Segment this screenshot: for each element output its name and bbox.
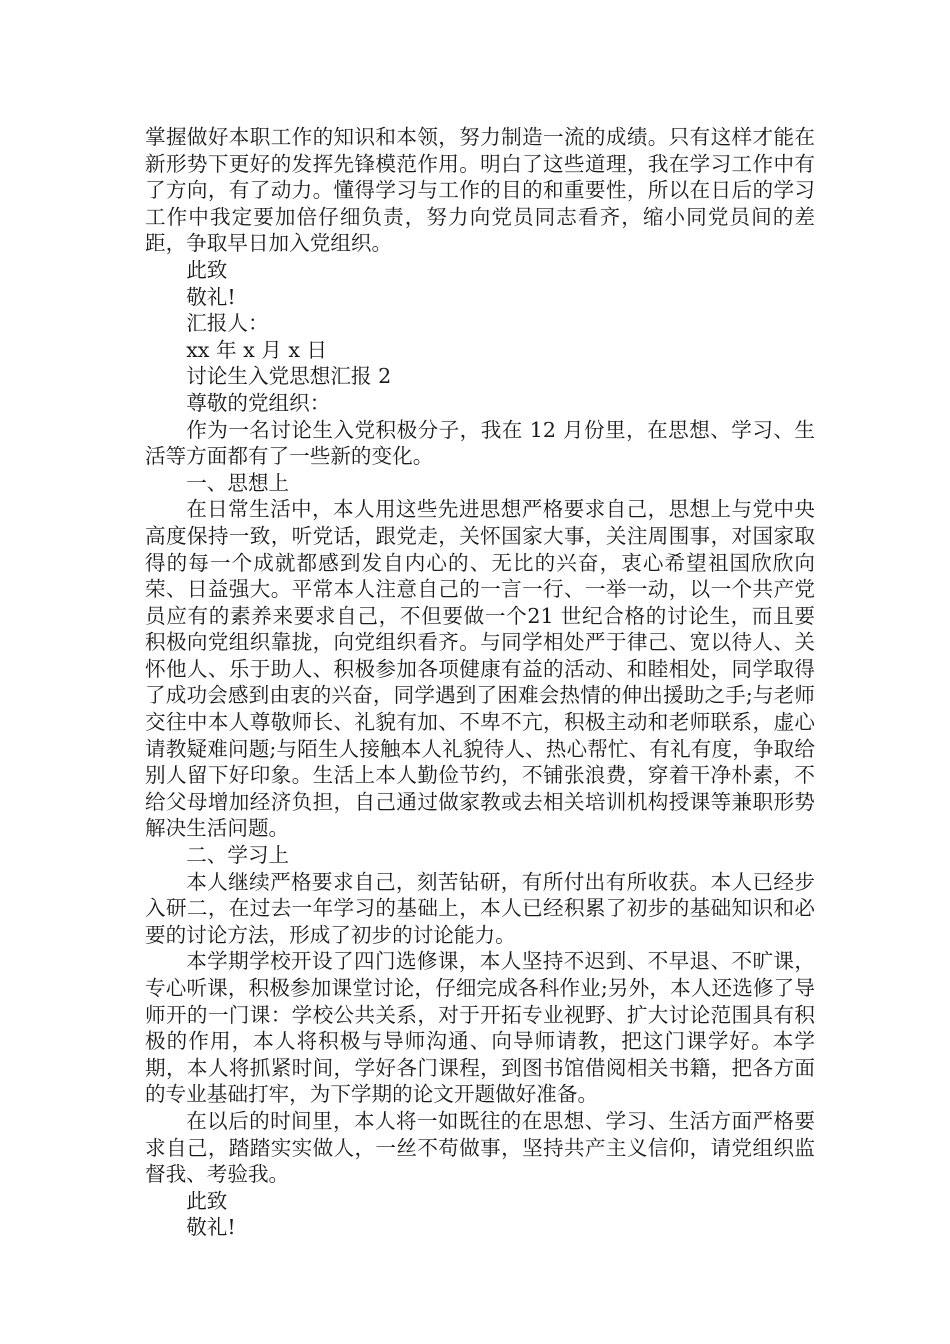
paragraph-thought: 在日常生活中，本人用这些先进思想严格要求自己，思想上与党中央高度保持一致，听党话，跟党走，关怀国家大事，关注周围事，对国家取得的每一个成就都感到发自内心的、无比的兴奋，衷心希望祖国欣欣向荣、日益强大。平常本人注意自己的一言一行、一举一动，以一个共产党员应有的素养来要求自己，不但要做一个21 世纪合格的讨论生，而且要积极向党组织靠拢，向党组织看齐。与同学相处严于律己、宽以待人、关怀他人、乐于助人、积极参加各项健康有益的活动、和睦相处，同学取得了成功会感到由衷的兴奋，同学遇到了困难会热情的伸出援助之手;与老师交往中本人尊敬师长、礼貌有加、不卑不亢，积极主动和老师联系，虚心请教疑难问题;与陌生人接触本人礼貌待人、热心帮忙、有礼有度，争取给别人留下好印象。生活上本人勤俭节约，不铺张浪费，穿着干净朴素，不给父母增加经济负担，自己通过做家教或去相关培训机构授课等兼职形势解决生活问题。	[145, 497, 815, 841]
reporter-label: 汇报人：	[186, 311, 269, 336]
document-body	[145, 124, 815, 1241]
paragraph-continuation: 掌握做好本职工作的知识和本领，努力制造一流的成绩。只有这样才能在新形势下更好的发挥先锋模范作用。明白了这些道理，我在学习工作中有了方向，有了动力。懂得学习与工作的目的和重要性，所以在日后的学习工作中我定要加倍仔细负责，努力向党员同志看齐，缩小同党员间的差距，争取早日加入党组织。	[145, 125, 815, 256]
closing-salutation: 此致	[186, 257, 228, 282]
closing-regards-2: 敬礼!	[186, 1215, 236, 1240]
closing-regards: 敬礼!	[186, 284, 236, 309]
section-title: 讨论生入党思想汇报 2	[186, 364, 392, 389]
report-date: xx 年 x 月 x 日	[186, 337, 328, 362]
greeting: 尊敬的党组织：	[186, 390, 331, 415]
heading-study: 二、学习上	[186, 843, 290, 868]
paragraph-future: 在以后的时间里，本人将一如既往的在思想、学习、生活方面严格要求自己，踏踏实实做人，一丝不苟做事，坚持共产主义信仰，请党组织监督我、考验我。	[145, 1108, 815, 1187]
closing-salutation-2: 此致	[186, 1188, 228, 1213]
paragraph-study-2: 本学期学校开设了四门选修课，本人坚持不迟到、不早退、不旷课，专心听课，积极参加课堂讨论，仔细完成各科作业;另外，本人还选修了导师开的一门课：学校公共关系，对于开拓专业视野、扩大讨论范围具有积极的作用，本人将积极与导师沟通、向导师请教，把这门课学好。本学期，本人将抓紧时间，学好各门课程，到图书馆借阅相关书籍，把各方面的专业基础打牢，为下学期的论文开题做好准备。	[145, 949, 815, 1107]
paragraph-study-1: 本人继续严格要求自己，刻苦钻研，有所付出有所收获。本人已经步入研二，在过去一年学习的基础上，本人已经积累了初步的基础知识和必要的讨论方法，形成了初步的讨论能力。	[145, 869, 815, 947]
heading-thought: 一、思想上	[186, 470, 290, 495]
paragraph-intro: 作为一名讨论生入党积极分子，我在 12 月份里，在思想、学习、生活等方面都有了一些新的变化。	[145, 417, 815, 469]
